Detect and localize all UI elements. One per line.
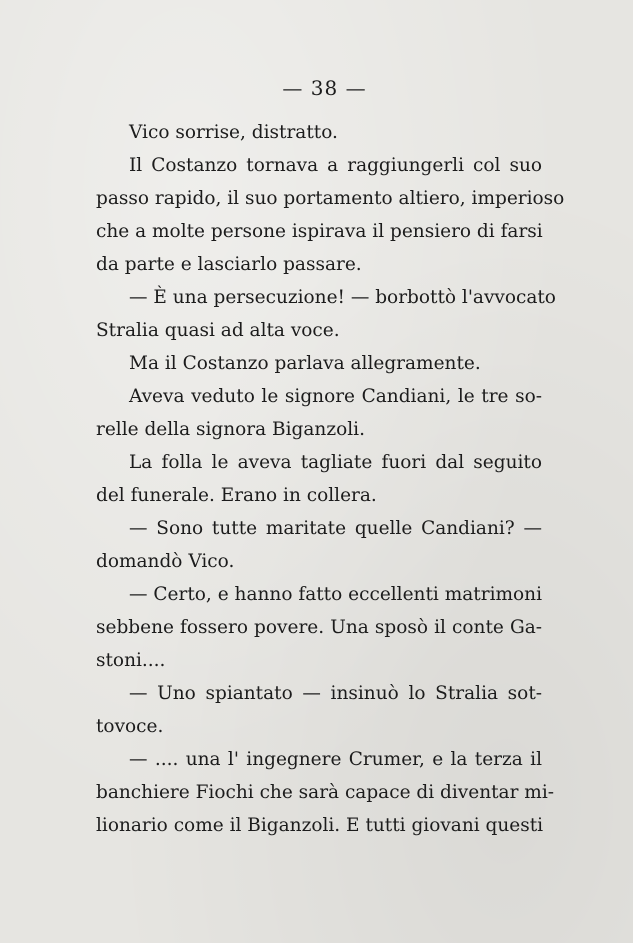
text-line: Aveva veduto le signore Candiani, le tre so- (129, 386, 542, 407)
text-line: — È una persecuzione! — borbottò l'avvocato (129, 287, 556, 308)
text-line: relle della signora Biganzoli. (96, 419, 365, 440)
text-line: lionario come il Biganzoli. E tutti giovani questi (96, 815, 544, 836)
text-line: — Certo, e hanno fatto eccellenti matrimoni (129, 584, 542, 605)
text-line: da parte e lasciarlo passare. (96, 254, 362, 275)
text-line: passo rapido, il suo portamento altiero, imperioso (96, 188, 565, 209)
page-number: — 38 — (282, 76, 367, 100)
text-line: Stralia quasi ad alta voce. (96, 320, 340, 341)
text-line: Vico sorrise, distratto. (129, 122, 338, 143)
text-line: Ma il Costanzo parlava allegramente. (129, 353, 481, 374)
text-line: sebbene fossero povere. Una sposò il conte Ga- (96, 617, 542, 638)
body-text (96, 116, 565, 842)
text-line: Il Costanzo tornava a raggiungerli col suo (129, 155, 542, 176)
text-line: La folla le aveva tagliate fuori dal seguito (129, 452, 542, 473)
text-line: banchiere Fiochi che sarà capace di diventar mi- (96, 782, 555, 803)
text-line: — .... una l' ingegnere Crumer, e la terza il (129, 749, 542, 770)
text-line: domandò Vico. (96, 551, 235, 572)
text-line: — Uno spiantato — insinuò lo Stralia sot- (129, 683, 542, 704)
text-line: tovoce. (96, 716, 164, 737)
text-line: stoni.... (96, 650, 166, 671)
text-line: — Sono tutte maritate quelle Candiani? — (129, 518, 542, 539)
text-line: che a molte persone ispirava il pensiero di farsi (96, 221, 543, 242)
text-line: del funerale. Erano in collera. (96, 485, 377, 506)
